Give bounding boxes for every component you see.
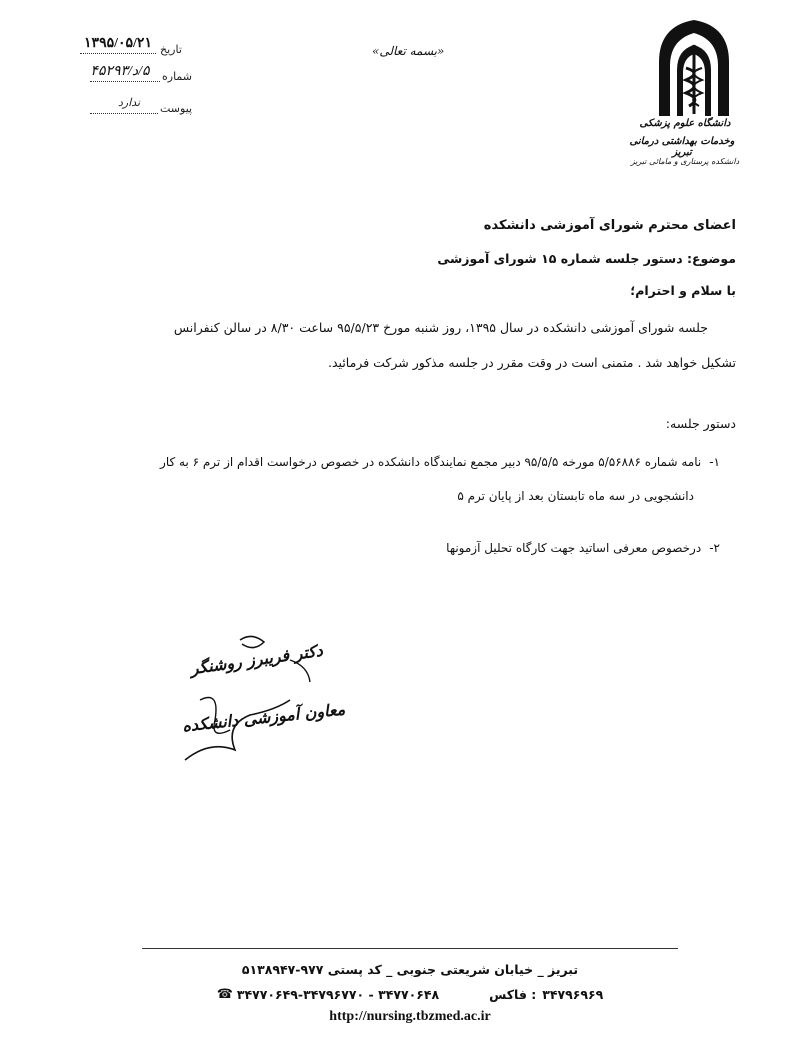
attachment-value: ندارد: [118, 96, 141, 109]
logo-caption-line2: وخدمات بهداشتی درمانی تبریز: [629, 136, 735, 158]
phone-group: [217, 987, 439, 1002]
signature-name: دکتر فریبرز روشنگر: [189, 640, 324, 679]
subject: موضوع: دستور جلسه شماره ۱۵ شورای آموزشی: [437, 251, 736, 266]
paragraph-line-2: تشکیل خواهد شد . متمنی است در وقت مقرر در جلسه مذکور شرکت فرمائید.: [328, 355, 736, 370]
phone-value: ۳۴۷۷۰۶۴۸ - ۳۴۷۷۰۶۴۹-۳۴۷۹۶۷۷۰: [236, 987, 440, 1002]
signature-block: [180, 630, 346, 770]
footer-divider: [142, 948, 678, 949]
fax-value: ۳۴۷۹۶۹۶۹: [542, 987, 604, 1002]
agenda-item-text: درخصوص معرفی اساتید جهت کارگاه تحلیل آزمونها: [446, 541, 702, 555]
footer-contacts: [142, 987, 678, 1002]
footer-address: تبریز _ خیابان شریعتی جنوبی _ کد پستی ۹۷۷-۵۱۳۸۹۴۷: [241, 962, 579, 977]
date-value: ۱۳۹۵/۰۵/۲۱: [84, 36, 152, 51]
agenda-item-2: [60, 541, 720, 555]
phone-icon: ☎: [216, 987, 233, 1002]
signature-scribble: [180, 630, 330, 770]
number-label: شماره: [162, 70, 193, 83]
attachment-dots: [90, 113, 158, 114]
agenda-item-text: نامه شماره ۵/۵۶۸۸۶ مورخه ۹۵/۵/۵ دبیر مجمع نمایندگاه دانشکده در خصوص درخواست اقدام از ترم ۶ به کار: [160, 455, 702, 469]
paragraph: [64, 320, 736, 370]
attachment-label: پیوست: [160, 102, 193, 115]
fax-group: [489, 987, 603, 1002]
number-dots: [90, 81, 160, 82]
date-dots: [80, 53, 156, 54]
date-label: تاریخ: [160, 43, 182, 56]
agenda-item-number: ۱-: [709, 455, 720, 469]
university-logo: [653, 18, 735, 118]
logo-caption-line1: دانشگاه علوم پزشکی: [639, 118, 731, 129]
agenda-item-text-cont: دانشجویی در سه ماه تابستان بعد از پایان ترم ۵: [457, 489, 694, 503]
footer-url[interactable]: http://nursing.tbzmed.ac.ir: [329, 1009, 491, 1024]
agenda-item-number: ۲-: [709, 541, 720, 555]
emblem-icon: [653, 18, 735, 118]
agenda-label: دستور جلسه:: [665, 416, 736, 431]
basmala: «بسمه تعالی»: [372, 44, 445, 58]
signature-title: معاون آموزشی دانشکده: [181, 699, 346, 736]
logo-caption-line3: دانشکده پرستاری و مامائی تبریز: [630, 157, 740, 166]
fax-label: : فاکس: [489, 987, 537, 1002]
number-value: ۵/د/۴۵۲۹۳: [90, 64, 150, 79]
agenda-item-1: [60, 455, 720, 503]
greeting: با سلام و احترام؛: [630, 283, 736, 298]
paragraph-line-1: جلسه شورای آموزشی دانشکده در سال ۱۳۹۵، روز شنبه مورخ ۹۵/۵/۲۳ ساعت ۸/۳۰ در سالن کنفرانس: [173, 320, 708, 335]
addressee: اعضای محترم شورای آموزشی دانشکده: [483, 218, 736, 233]
